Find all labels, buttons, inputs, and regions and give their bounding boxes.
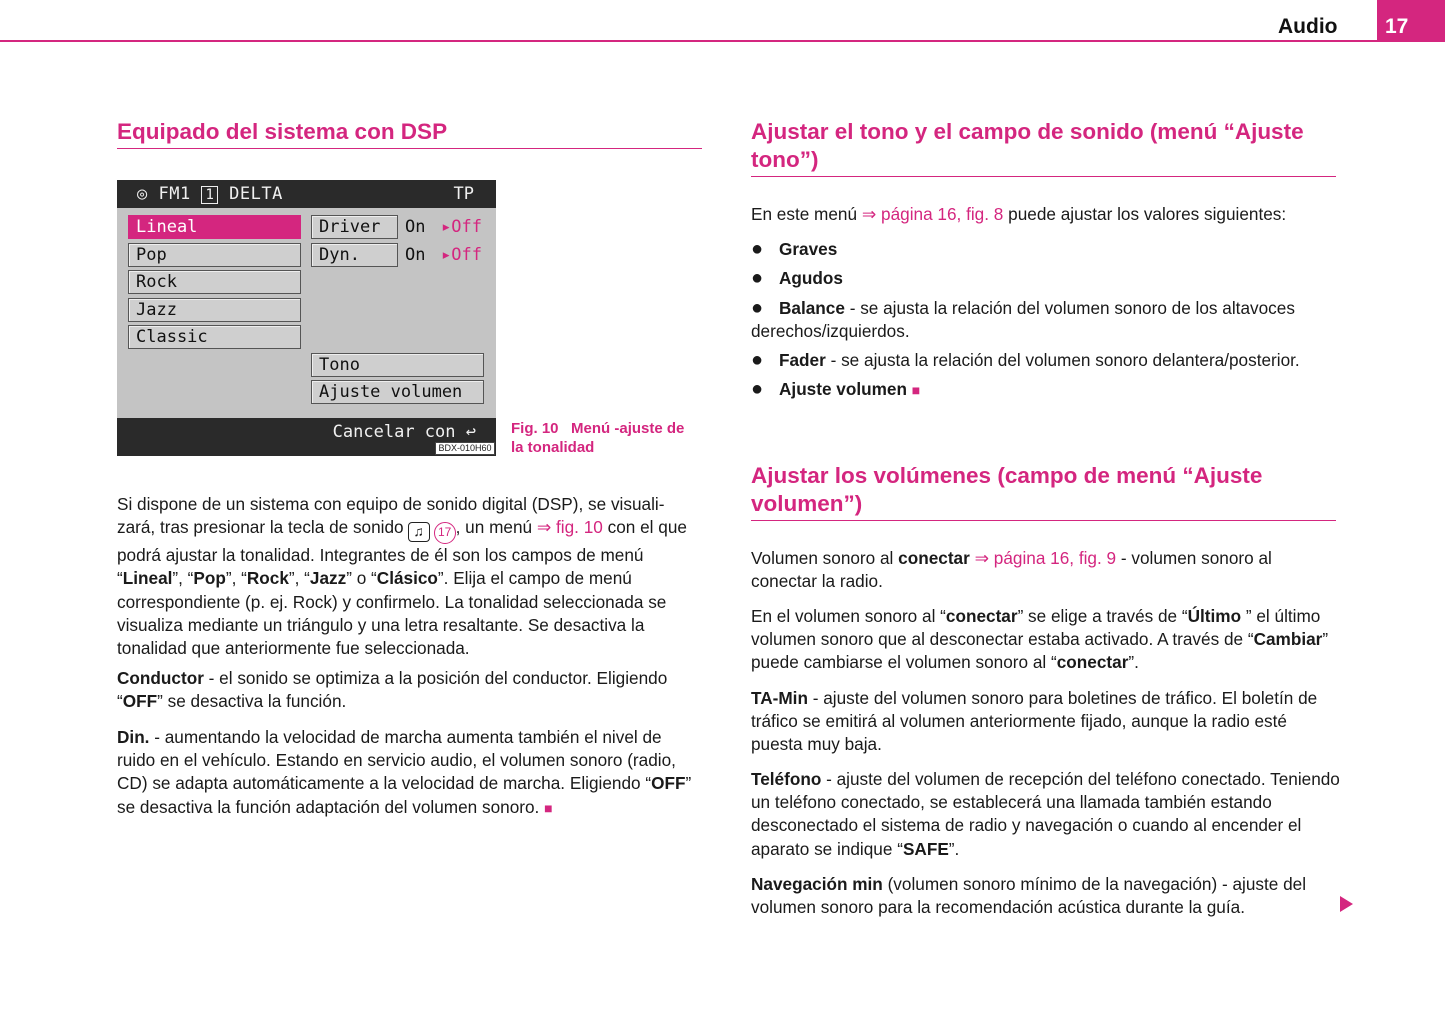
dsp-menu-figure	[117, 180, 496, 456]
page-link[interactable]: página 16, fig. 8	[881, 204, 1004, 224]
station-name: DELTA	[229, 184, 283, 204]
selected-triangle-icon: ▸	[441, 217, 452, 237]
page-link[interactable]: página 16, fig. 9	[993, 548, 1117, 568]
driver-off[interactable]: ▸Off	[441, 217, 482, 237]
arrow-icon: ⇒	[974, 548, 989, 568]
tono-button[interactable]: Tono	[311, 353, 484, 377]
bullet-icon: ●	[751, 349, 764, 371]
heading-volumenes-rule	[751, 520, 1336, 521]
preset-rock[interactable]: Rock	[128, 270, 301, 294]
bullet-balance: ● Balance - se ajusta la relación del volumen sonoro de los altavoces derechos/izquierdos.	[751, 297, 1295, 342]
end-square-icon: ■	[544, 799, 553, 816]
heading-tono: Ajustar el tono y el campo de sonido (menú “Ajuste tono”)	[751, 119, 1304, 172]
bullet-graves: ● Graves	[751, 238, 838, 260]
bullet-icon: ●	[751, 297, 764, 319]
heading-volumenes: Ajustar los volúmenes (campo de menú “Ajuste volumen”)	[751, 463, 1263, 516]
back-arrow-icon: ↩	[465, 422, 476, 442]
bullet-fader: ● Fader - se ajusta la relación del volumen sonoro delantera/posterior.	[751, 349, 1300, 371]
header-rule	[0, 40, 1445, 42]
next-page-triangle-icon	[1340, 896, 1353, 912]
figure-caption: Fig. 10 Menú -ajuste de la tonalidad	[511, 420, 685, 456]
paragraph-ultimo: En el volumen sonoro al “conectar” se elige a través de “Último ” el último volumen sonoro que al desconectar estaba activado. A través de “Cambiar” puede cambiarse el volumen sonoro al “conectar”.	[751, 606, 1329, 673]
figure-code: BDX-010H60	[435, 442, 495, 455]
selected-triangle-icon: ▸	[441, 245, 452, 265]
screen-header	[137, 184, 283, 204]
paragraph-tono-intro: En este menú ⇒ página 16, fig. 8 puede ajustar los valores siguientes:	[751, 204, 1287, 224]
bullet-icon: ●	[751, 238, 764, 260]
preset-number: 1	[201, 186, 218, 204]
page-number: 17	[1377, 0, 1445, 42]
bullet-icon: ●	[751, 267, 764, 289]
paragraph-ta-min: TA-Min - ajuste del volumen sonoro para boletines de tráfico. El boletín de tráfico se emitirá al volumen anteriormente fijado, aunque la radio esté puesta muy baja.	[751, 688, 1318, 755]
sound-key-icon: ♫	[408, 522, 430, 542]
screen-menu-area	[117, 208, 496, 418]
paragraph-dsp-intro: Si dispone de un sistema con equipo de sonido digital (DSP), se visuali-zará, tras presionar la tecla de sonido ♫ 17 , un menú ⇒ fig. 10 con el que podrá ajustar la tonalidad. Integrantes de él son los campos de menú “Lineal”, “Pop”, “Rock”, “Jazz” o “Clásico”. Elija el campo de menú correspondiente (p. ej. Rock) y confirmelo. La tonalidad seleccionada se visualiza mediante un triángulo y una letra resaltante. Se desactiva la tonalidad que anteriormente fue seleccionada.	[117, 494, 687, 659]
paragraph-conectar: Volumen sonoro al conectar ⇒ página 16, fig. 9 - volumen sonoro al conectar la radio.	[751, 548, 1272, 592]
heading-dsp: Equipado del sistema con DSP	[117, 119, 448, 144]
callout-number: 17	[434, 522, 456, 544]
heading-tono-rule	[751, 176, 1336, 177]
dyn-button[interactable]: Dyn.	[311, 243, 398, 267]
arrow-icon: ⇒	[861, 204, 877, 224]
radio-icon: ◎	[137, 184, 159, 204]
preset-jazz[interactable]: Jazz	[128, 298, 301, 322]
dyn-off[interactable]: ▸Off	[441, 245, 482, 265]
cancel-hint: Cancelar con ↩	[332, 422, 476, 442]
arrow-icon: ⇒	[536, 517, 552, 538]
paragraph-navegacion: Navegación min (volumen sonoro mínimo de la navegación) - ajuste del volumen sonoro para la recomendación acústica durante la guía.	[751, 874, 1307, 918]
fig-link[interactable]: fig. 10	[556, 517, 603, 538]
bullet-ajuste-volumen: ● Ajuste volumen ■	[751, 378, 921, 400]
tp-indicator: TP	[453, 184, 474, 204]
end-square-icon: ■	[911, 382, 921, 398]
driver-button[interactable]: Driver	[311, 215, 398, 239]
dyn-on[interactable]: On	[405, 245, 426, 265]
preset-pop[interactable]: Pop	[128, 243, 301, 267]
heading-dsp-rule	[117, 148, 702, 149]
ajuste-volumen-button[interactable]: Ajuste volumen	[311, 380, 484, 404]
preset-classic[interactable]: Classic	[128, 325, 301, 349]
driver-on[interactable]: On	[405, 217, 426, 237]
paragraph-conductor: Conductor - el sonido se optimiza a la posición del conductor. Eligiendo “OFF” se desactiva la función.	[117, 668, 668, 712]
preset-lineal[interactable]: Lineal	[128, 215, 301, 239]
paragraph-telefono: Teléfono - ajuste del volumen de recepción del teléfono conectado. Teniendo un teléfono conectado, se establecerá una llamada también estando desconectado el sistema de radio y navegación o cuando al encender el aparato se indique “SAFE”.	[751, 769, 1340, 859]
paragraph-din: Din. - aumentando la velocidad de marcha aumenta también el nivel de ruido en el vehículo. Estando en servicio audio, el volumen sonoro (radio, CD) se adapta automáticamente a la velocidad de marcha. Eligiendo “OFF” se desactiva la función adaptación del volumen sonoro. ■	[117, 727, 692, 817]
source-label: FM1	[158, 184, 191, 204]
bullet-icon: ●	[751, 378, 764, 400]
bullet-agudos: ● Agudos	[751, 267, 843, 289]
chapter-title: Audio	[1278, 15, 1338, 38]
